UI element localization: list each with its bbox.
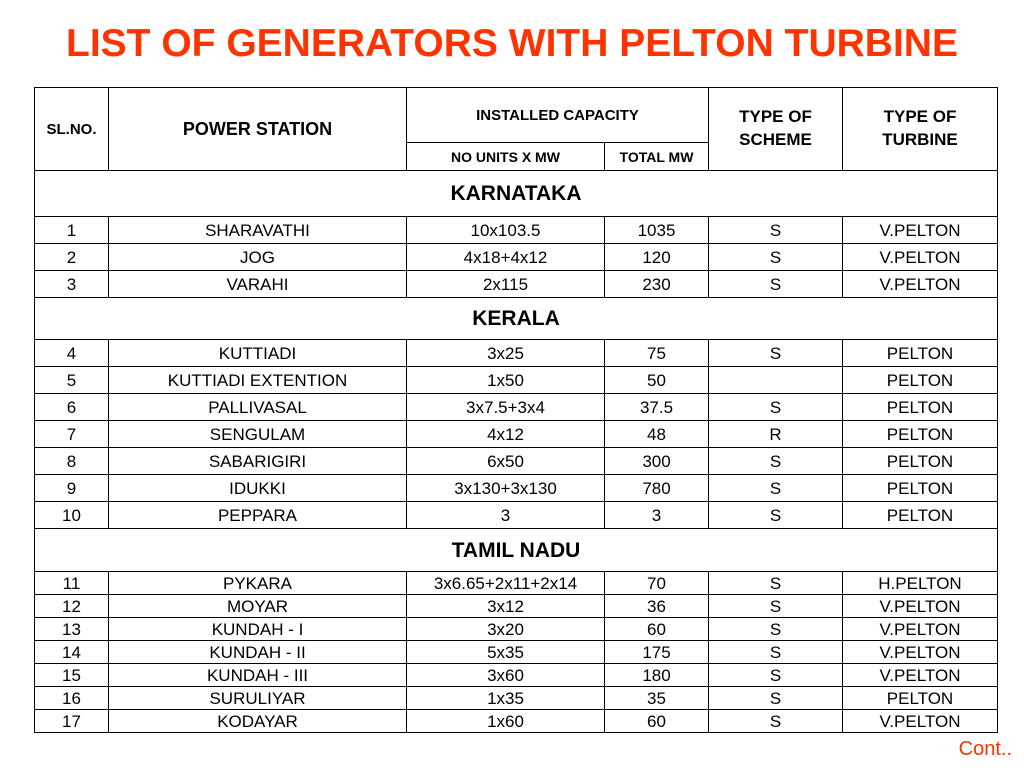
header-type-of-turbine-line1: TYPE OF [883,107,957,127]
cell-turbine: V.PELTON [843,244,998,271]
cell-sl: 17 [35,710,109,733]
table-row [35,394,998,421]
page-title: LIST OF GENERATORS WITH PELTON TURBINE [66,22,958,65]
cell-turbine: PELTON [843,502,998,529]
cell-scheme: S [709,394,843,421]
cell-scheme: S [709,572,843,595]
table-row [35,572,998,595]
cell-sl: 13 [35,618,109,641]
cell-station: SENGULAM [109,421,407,448]
header-type-of-turbine-line2: TURBINE [882,130,958,149]
cell-sl: 7 [35,421,109,448]
cell-units: 10x103.5 [407,217,605,244]
cell-scheme: S [709,687,843,710]
table-row [35,641,998,664]
header-total-mw: TOTAL MW [605,143,709,171]
table-row [35,595,998,618]
cell-station: SURULIYAR [109,687,407,710]
cell-station: SABARIGIRI [109,448,407,475]
cell-total: 120 [605,244,709,271]
cell-units: 3x130+3x130 [407,475,605,502]
cell-scheme: S [709,340,843,367]
table-row [35,217,998,244]
cell-total: 230 [605,271,709,298]
cell-units: 3x20 [407,618,605,641]
cell-scheme: S [709,618,843,641]
cell-scheme [709,367,843,394]
cell-sl: 14 [35,641,109,664]
cell-sl: 8 [35,448,109,475]
cell-sl: 1 [35,217,109,244]
header-installed-capacity: INSTALLED CAPACITY [407,88,709,143]
header-sl-no: SL.NO. [35,88,109,171]
cell-station: KUTTIADI [109,340,407,367]
cell-units: 3x60 [407,664,605,687]
cell-scheme: S [709,217,843,244]
cell-units: 4x18+4x12 [407,244,605,271]
cell-total: 70 [605,572,709,595]
table-body [35,171,998,733]
cell-total: 300 [605,448,709,475]
table-row [35,448,998,475]
cell-total: 37.5 [605,394,709,421]
cell-units: 6x50 [407,448,605,475]
cell-units: 1x60 [407,710,605,733]
cell-total: 75 [605,340,709,367]
cell-total: 1035 [605,217,709,244]
cell-units: 3x7.5+3x4 [407,394,605,421]
cell-total: 35 [605,687,709,710]
cell-scheme: S [709,641,843,664]
cell-sl: 2 [35,244,109,271]
cell-scheme: S [709,271,843,298]
table-row [35,475,998,502]
cell-units: 1x50 [407,367,605,394]
cell-total: 175 [605,641,709,664]
cell-station: KUTTIADI EXTENTION [109,367,407,394]
cell-units: 5x35 [407,641,605,664]
cell-total: 36 [605,595,709,618]
table-row [35,271,998,298]
cell-station: PYKARA [109,572,407,595]
header-no-units-x-mw: NO UNITS X MW [407,143,605,171]
cell-scheme: S [709,475,843,502]
table-row [35,710,998,733]
cell-scheme: S [709,664,843,687]
cell-sl: 12 [35,595,109,618]
cell-sl: 4 [35,340,109,367]
cell-scheme: S [709,244,843,271]
cell-sl: 10 [35,502,109,529]
cell-turbine: PELTON [843,475,998,502]
cell-sl: 11 [35,572,109,595]
table-row [35,367,998,394]
header-type-of-turbine [843,88,998,171]
cell-turbine: V.PELTON [843,217,998,244]
table-row [35,687,998,710]
cell-turbine: H.PELTON [843,572,998,595]
cell-sl: 15 [35,664,109,687]
cell-station: KUNDAH - III [109,664,407,687]
cell-station: PEPPARA [109,502,407,529]
cell-units: 3x12 [407,595,605,618]
cell-sl: 3 [35,271,109,298]
table-row [35,502,998,529]
cell-scheme: S [709,448,843,475]
header-type-of-scheme-line1: TYPE OF [739,107,812,127]
table-row [35,244,998,271]
cell-turbine: V.PELTON [843,271,998,298]
table-row [35,664,998,687]
cell-scheme: S [709,710,843,733]
cell-station: JOG [109,244,407,271]
table-row [35,421,998,448]
cell-station: IDUKKI [109,475,407,502]
cell-total: 60 [605,618,709,641]
generators-table [34,87,998,733]
cell-total: 780 [605,475,709,502]
cell-sl: 9 [35,475,109,502]
section-header-tamil-nadu: TAMIL NADU [35,529,998,572]
cell-station: KODAYAR [109,710,407,733]
cell-station: PALLIVASAL [109,394,407,421]
cell-station: SHARAVATHI [109,217,407,244]
cell-station: KUNDAH - II [109,641,407,664]
cell-turbine: V.PELTON [843,618,998,641]
cell-turbine: V.PELTON [843,641,998,664]
cell-total: 50 [605,367,709,394]
cell-turbine: PELTON [843,394,998,421]
cell-total: 48 [605,421,709,448]
cell-sl: 5 [35,367,109,394]
header-type-of-scheme [709,88,843,171]
cell-station: VARAHI [109,271,407,298]
cell-turbine: V.PELTON [843,664,998,687]
cell-turbine: PELTON [843,340,998,367]
cell-units: 1x35 [407,687,605,710]
cell-turbine: PELTON [843,448,998,475]
header-power-station: POWER STATION [109,88,407,171]
table-row [35,618,998,641]
cell-units: 3x6.65+2x11+2x14 [407,572,605,595]
continued-label: Cont.. [958,738,1012,760]
cell-total: 60 [605,710,709,733]
cell-scheme: S [709,502,843,529]
cell-turbine: PELTON [843,421,998,448]
cell-sl: 6 [35,394,109,421]
cell-units: 2x115 [407,271,605,298]
cell-station: KUNDAH - I [109,618,407,641]
cell-station: MOYAR [109,595,407,618]
cell-units: 3x25 [407,340,605,367]
cell-turbine: PELTON [843,367,998,394]
cell-units: 3 [407,502,605,529]
table-row [35,340,998,367]
cell-units: 4x12 [407,421,605,448]
cell-scheme: R [709,421,843,448]
cell-total: 3 [605,502,709,529]
header-type-of-scheme-line2: SCHEME [739,130,812,149]
cell-turbine: PELTON [843,687,998,710]
cell-total: 180 [605,664,709,687]
cell-sl: 16 [35,687,109,710]
cell-turbine: V.PELTON [843,595,998,618]
cell-turbine: V.PELTON [843,710,998,733]
section-header-karnataka: KARNATAKA [35,171,998,217]
cell-scheme: S [709,595,843,618]
section-header-kerala: KERALA [35,298,998,340]
